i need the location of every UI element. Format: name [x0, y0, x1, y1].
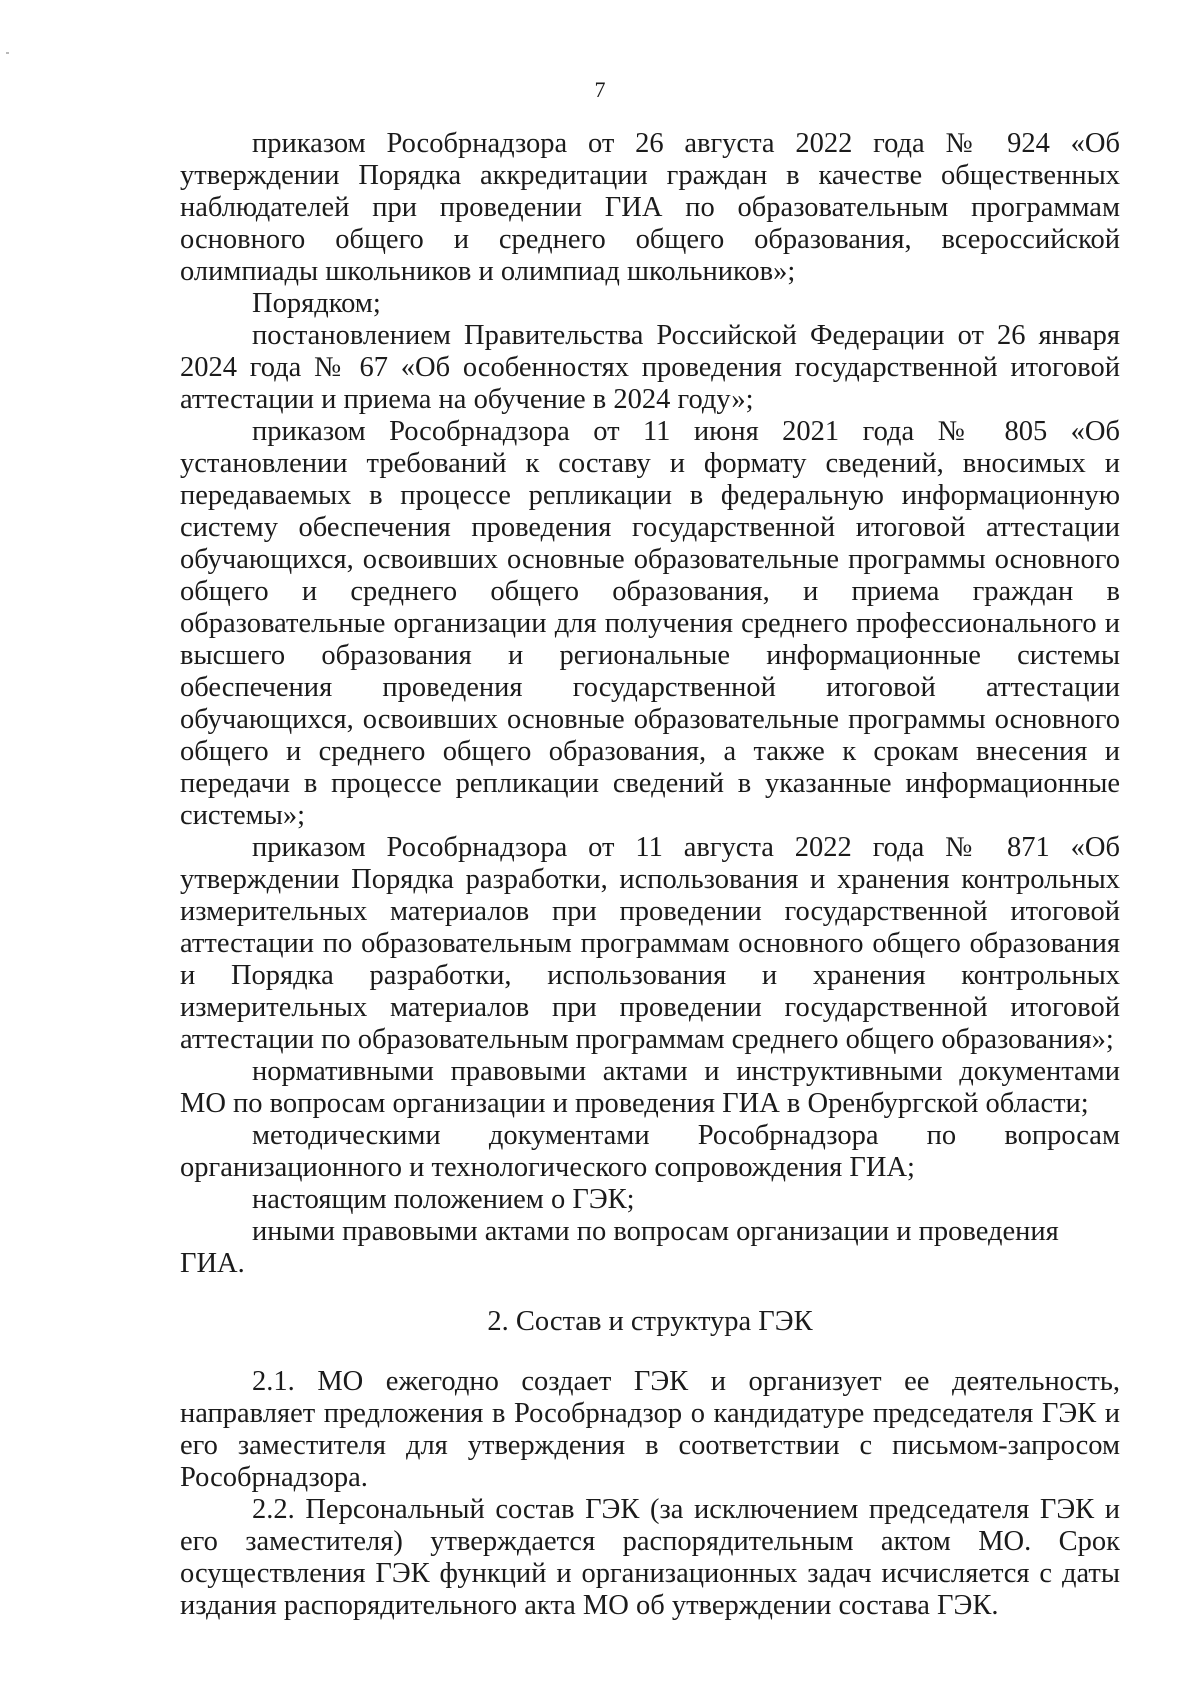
paragraph-this-regulation: настоящим положением о ГЭК;: [252, 1184, 635, 1215]
paragraph-order-871: приказом Рособрнадзора от 11 августа 2022 года № 871 «Об утверждении Порядка разработки, использования и хранения контрольных измерительных материалов при проведении государственной итоговой аттестации по образовательным программам основного общего образования и Порядка разработки, использования и хранения контрольных измерительных материалов при проведении государственной итоговой аттестации по образовательным программам среднего общего образования»;: [180, 832, 1120, 1055]
paragraph-poryadok: Порядком;: [252, 288, 381, 319]
paragraph-normative-acts: нормативными правовыми актами и инструктивными документами МО по вопросам организации и проведения ГИА в Оренбургской области;: [180, 1056, 1120, 1119]
paragraph-other-acts: иными правовыми актами по вопросам организации и проведения ГИА.: [180, 1216, 1059, 1279]
section-heading: 2. Состав и структура ГЭК: [487, 1306, 813, 1337]
paragraph-order-805: приказом Рособрнадзора от 11 июня 2021 года № 805 «Об установлении требований к составу и формату сведений, вносимых и передаваемых в процессе репликации в федеральную информационную систему обеспечения проведения государственной итоговой аттестации обучающихся, освоивших основные образовательные программы основного общего и среднего общего образования, и приема граждан в образовательные организации для получения среднего профессионального и высшего образования и региональные информационные системы обеспечения проведения государственной итоговой аттестации обучающихся, освоивших основные образовательные программы основного общего и среднего общего образования, а также к срокам внесения и передачи в процессе репликации сведений в указанные информационные системы»;: [180, 416, 1120, 831]
page-number: 7: [594, 77, 606, 102]
paragraph-order-924: приказом Рособрнадзора от 26 августа 2022 года № 924 «Об утверждении Порядка аккредитации граждан в качестве общественных наблюдателей при проведении ГИА по образовательным программам основного общего и среднего общего образования, всероссийской олимпиады школьников и олимпиад школьников»;: [180, 128, 1120, 287]
scan-artifact: [6, 52, 9, 54]
paragraph-2-1: 2.1. МО ежегодно создает ГЭК и организует ее деятельность, направляет предложения в Рособрнадзор о кандидатуре председателя ГЭК и его заместителя для утверждения в соответствии с письмом-запросом Рособрнадзора.: [180, 1366, 1120, 1493]
paragraph-methodical-docs: методическими документами Рособрнадзора по вопросам организационного и технологического сопровождения ГИА;: [180, 1120, 1120, 1183]
paragraph-2-2: 2.2. Персональный состав ГЭК (за исключением председателя ГЭК и его заместителя) утверждается распорядительным актом МО. Срок осуществления ГЭК функций и организационных задач исчисляется с даты издания распорядительного акта МО об утверждении состава ГЭК.: [180, 1494, 1120, 1621]
document-body: [180, 128, 1120, 1622]
paragraph-resolution-67: постановлением Правительства Российской Федерации от 26 января 2024 года № 67 «Об особенностях проведения государственной итоговой аттестации и приема на обучение в 2024 году»;: [180, 320, 1120, 415]
